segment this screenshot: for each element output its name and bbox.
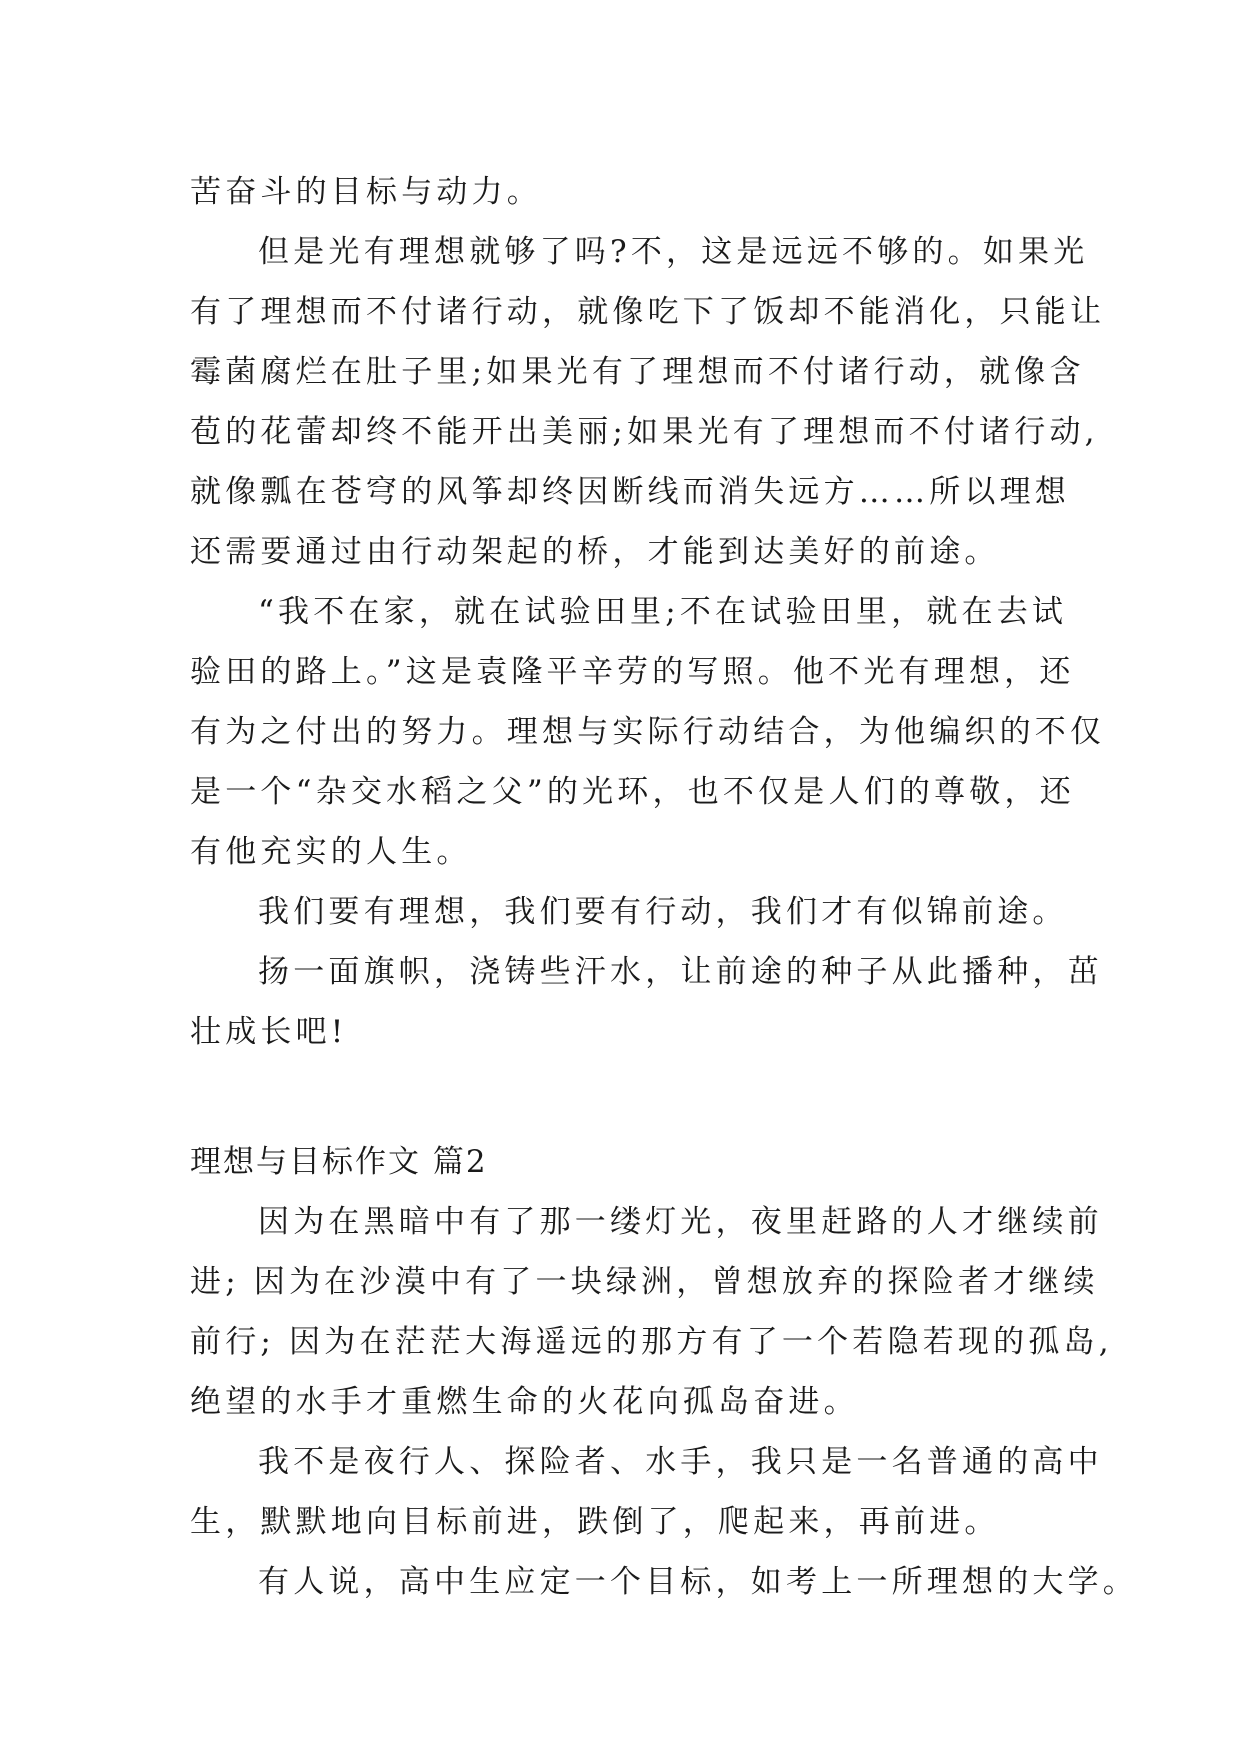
text-line: 是一个“杂交水稻之父”的光环，也不仅是人们的尊敬，还	[190, 774, 1075, 810]
paragraph-start: “我不在家，就在试验田里;不在试验田里，就在去试	[258, 594, 1068, 630]
text-line: 绝望的水手才重燃生命的火花向孤岛奋进。	[190, 1384, 859, 1420]
paragraph-start: 扬一面旗帜，浇铸些汗水，让前途的种子从此播种，茁	[258, 954, 1103, 990]
paragraph-start: 有人说，高中生应定一个目标，如考上一所理想的大学。	[258, 1564, 1138, 1600]
text-line: 生，默默地向目标前进，跌倒了，爬起来，再前进。	[190, 1504, 1000, 1540]
section-heading: 理想与目标作文 篇2	[190, 1144, 488, 1180]
text-line: 前行; 因为在茫茫大海遥远的那方有了一个若隐若现的孤岛,	[190, 1324, 1113, 1360]
text-line: 还需要通过由行动架起的桥，才能到达美好的前途。	[190, 534, 1000, 570]
text-line: 苦奋斗的目标与动力。	[190, 174, 542, 210]
text-line: 有他充实的人生。	[190, 834, 472, 870]
section-gap	[190, 1062, 1050, 1132]
paragraph-start: 因为在黑暗中有了那一缕灯光，夜里赶路的人才继续前	[258, 1204, 1103, 1240]
document-body	[190, 162, 1138, 1612]
text-line: 验田的路上。”这是袁隆平辛劳的写照。他不光有理想，还	[190, 654, 1075, 690]
paragraph-start: 我们要有理想，我们要有行动，我们才有似锦前途。	[258, 894, 1068, 930]
text-line: 霉菌腐烂在肚子里;如果光有了理想而不付诸行动，就像含	[190, 354, 1085, 390]
paragraph-start: 但是光有理想就够了吗?不，这是远远不够的。如果光	[258, 234, 1089, 270]
text-line: 有为之付出的努力。理想与实际行动结合，为他编织的不仅	[190, 714, 1106, 750]
paragraph-start: 我不是夜行人、探险者、水手，我只是一名普通的高中	[258, 1444, 1103, 1480]
text-line: 苞的花蕾却终不能开出美丽;如果光有了理想而不付诸行动,	[190, 414, 1099, 450]
text-line: 有了理想而不付诸行动，就像吃下了饭却不能消化，只能让	[190, 294, 1106, 330]
text-line: 壮成长吧!	[190, 1014, 348, 1050]
text-line: 进; 因为在沙漠中有了一块绿洲，曾想放弃的探险者才继续	[190, 1264, 1099, 1300]
text-line: 就像瓢在苍穹的风筝却终因断线而消失远方……所以理想	[190, 474, 1070, 510]
